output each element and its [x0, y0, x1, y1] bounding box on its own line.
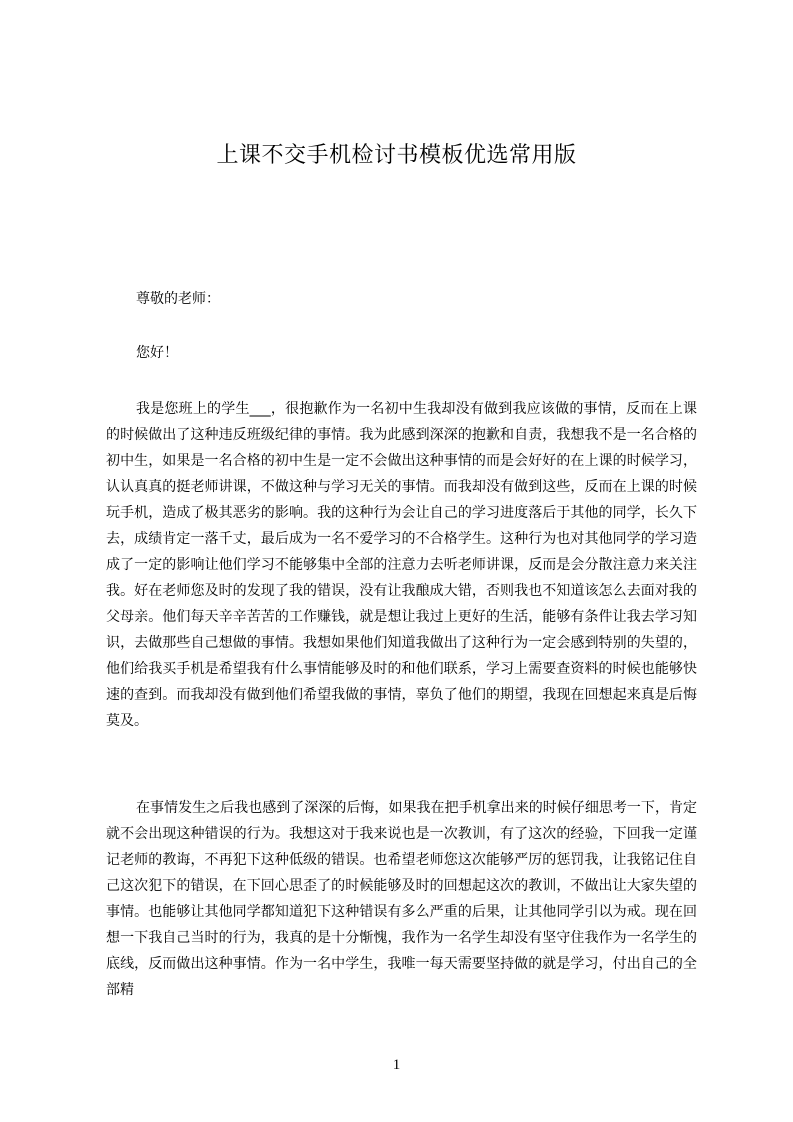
body-paragraph: 我是您班上的学生___，很抱歉作为一名初中生我却没有做到我应该做的事情，反而在上课的时候做出了这种违反班级纪律的事情。我为此感到深深的抱歉和自责，我想我不是一名合格的初中生，如果是一名合格的初中生是一定不会做出这种事情的而是会好好的在上课的时候学习，认认真真的挺老师讲课，不做这种与学习无关的事情。而我却没有做到这些，反而在上课的时候玩手机，造成了极其恶劣的影响。我的这种行为会让自己的学习进度落后于其他的同学，长久下去，成绩肯定一落千丈，最后成为一名不爱学习的不合格学生。这种行为也对其他同学的学习造成了一定的影响让他们学习不能够集中全部的注意力去听老师讲课，反而是会分散注意力来关注我。好在老师您及时的发现了我的错误，没有让我酿成大错，否则我也不知道该怎么去面对我的父母亲。他们每天辛辛苦苦的工作赚钱，就是想让我过上更好的生活，能够有条件让我去学习知识，去做那些自己想做的事情。我想如果他们知道我做出了这种行为一定会感到特别的失望的，他们给我买手机是希望我有什么事情能够及时的和他们联系，学习上需要查资料的时候也能够快速的查到。而我却没有做到他们希望我做的事情，辜负了他们的期望，我现在回想起来真是后悔莫及。 [106, 401, 697, 729]
page-number: 1 [392, 1057, 401, 1073]
salutation: 尊敬的老师： [136, 291, 220, 307]
document-title: 上课不交手机检讨书模板优选常用版 [216, 143, 577, 168]
body-paragraph: 在事情发生之后我也感到了深深的后悔，如果我在把手机拿出来的时候仔细思考一下，肯定就不会出现这种错误的行为。我想这对于我来说也是一次教训，有了这次的经验，下回我一定谨记老师的教诲，不再犯下这种低级的错误。也希望老师您这次能够严厉的惩罚我，让我铭记住自己这次犯下的错误，在下回心思歪了的时候能够及时的回想起这次的教训，不做出让大家失望的事情。也能够让其他同学都知道犯下这种错误有多么严重的后果，让其他同学引以为戒。现在回想一下我自己当时的行为，我真的是十分惭愧，我作为一名学生却没有坚守住我作为一名学生的底线，反而做出这种事情。作为一名中学生，我唯一每天需要坚持做的就是学习，付出自己的全部精 [106, 800, 697, 998]
greeting: 您好！ [136, 345, 178, 361]
